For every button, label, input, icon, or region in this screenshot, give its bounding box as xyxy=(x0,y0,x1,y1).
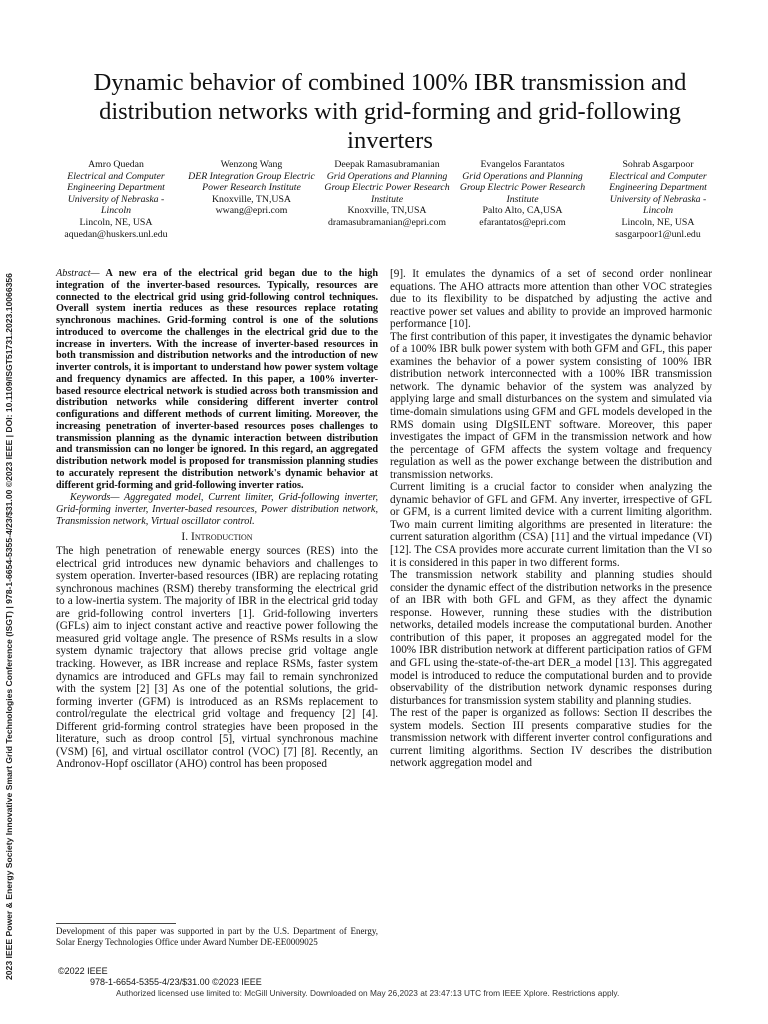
body-paragraph: [9]. It emulates the dynamics of a set of second order nonlinear equations. The AHO attracts more attention than other VOC strategies due to its flexibility to be dispatched by adjusting the active and reactive power set values and ability to provide an improved harmonic performance [10]. xyxy=(390,268,712,331)
abstract xyxy=(56,268,378,491)
footnote-divider xyxy=(56,923,176,924)
paper-title: Dynamic behavior of combined 100% IBR transmission and distribution networks with grid-forming and grid-following inverters xyxy=(93,69,687,154)
body-paragraph: The rest of the paper is organized as follows: Section II describes the system models. Section III presents comparative studies for the transmission network with different inverter control configurations and current limiting algorithms. Section IV describes the distribution network aggregation model and xyxy=(390,707,712,770)
side-citation-banner: 2023 IEEE Power & Energy Society Innovative Smart Grid Technologies Conference (ISGT) | 978-1-6654-5355-4/23/$31.00 ©2023 IEEE | DOI: 10.1109/ISGT51731.2023.10066356 xyxy=(4,273,14,980)
left-column xyxy=(56,268,378,771)
author-email: aquedan@huskers.unl.edu xyxy=(64,228,168,240)
author-email: dramasubramanian@epri.com xyxy=(327,216,447,228)
abstract-text: A new era of the electrical grid began due to the high integration of the inverter-based resources. Typically, resources are connected to the electrical grid using grid-following control techniques. Overall system inertia reduces as these resources replace rotating synchronous machines. Grid-forming control is one of the solutions introduced to overcome the challenges in the electrical grid due to the increase in inverters. With the increase of inverter-based resources in both transmission and distribution networks and the introduction of new inverter controls, it is important to understand how power system voltage and frequency dynamics are affected. In this paper, a 100% inverter-based resource electrical network is studied across both transmission and distribution networks while considering different inverter control configurations and different methods of current limiting. Moreover, the increasing penetration of inverter-based resources poses challenges to transmission planning as the dynamic interaction between distribution and transmission can no longer be ignored. In this regard, an aggregated distribution network model is proposed for transmission planning studies to accurately represent the distribution network's dynamic behavior at different grid-forming and grid-following inverter ratios. xyxy=(56,268,378,491)
author-location: Lincoln, NE, USA xyxy=(621,216,695,228)
author-block xyxy=(52,159,180,240)
author-block xyxy=(594,159,722,240)
author-name: Deepak Ramasubramanian xyxy=(334,159,440,170)
footer-license-notice: Authorized licensed use limited to: McGill University. Downloaded on May 26,2023 at 23:47:13 UTC from IEEE Xplore. Restrictions apply. xyxy=(116,988,620,998)
body-paragraph: The high penetration of renewable energy sources (RES) into the electrical grid introduces new dynamic behaviors and challenges to system operation. Inverter-based resources (IBR) are replacing rotating synchronous machines (RSM) thereby transforming the electrical grid to a low-inertia system. The majority of IBR in the electrical grid today are grid-following control inverters [1]. Grid-following inverters (GFLs) aim to inject constant active and reactive power following the measured grid voltage angle. The presence of RSMs results in a slow system dynamic trajectory that allows precise grid voltage angle tracking. However, as IBR increase and replace RSMs, faster system dynamics are introduced and GFLs may fail to remain synchronized with the system [2] [3] As one of the potential solutions, the grid-forming inverter (GFM) is introduced as an RSMs replacement to control/regulate the electrical grid voltage and frequency [2] [4]. Different grid-forming control strategies have been proposed in the literature, such as droop control [5], virtual synchronous machine (VSM) [6], and virtual oscillator control (VOC) [7] [8]. Recently, an Andronov-Hopf oscillator (AHO) control has been proposed xyxy=(56,545,378,771)
body-paragraph: The first contribution of this paper, it investigates the dynamic behavior of a 100% IBR bulk power system with both GFM and GFL, this paper examines the behavior of a power system consisting of 100% IBR distribution network interconnected with a 100% IBR transmission network. The dynamic behavior of the system was analyzed by applying large and small disturbances on the system and simulated via time-domain simulations using GFM and GFL models developed in the RMS domain using DIgSILENT software. Moreover, this paper investigates the impact of GFM in the transmission network and how the percentage of GFM affects the system voltage and frequency regulation as well as the power exchange between the distribution and transmission networks. xyxy=(390,330,712,481)
author-affiliation: Electrical and Computer Engineering Department University of Nebraska - Lincoln xyxy=(609,170,707,217)
author-name: Wenzong Wang xyxy=(220,159,283,170)
body-paragraph: Current limiting is a crucial factor to consider when analyzing the dynamic behavior of GFL and GFM. Any inverter, irrespective of GFL or GFM, is a current limited device with a current limiting algorithm. Two main current limiting algorithms are presented in literature: the current saturation algorithm (CSA) [11] and the virtual impedance (VI) [12]. The CSA provides more accurate current limitation than the VI so it is considered in this paper in two different forms. xyxy=(390,481,712,569)
author-block xyxy=(188,159,316,240)
right-column xyxy=(390,268,712,770)
author-location: Knoxville, TN,USA xyxy=(211,193,291,205)
author-name: Amro Quedan xyxy=(88,159,144,170)
footer-isbn: 978-1-6654-5355-4/23/$31.00 ©2023 IEEE xyxy=(90,977,262,987)
author-name: Evangelos Farantatos xyxy=(480,159,565,170)
author-list xyxy=(52,159,722,240)
author-block xyxy=(459,159,587,240)
author-affiliation: DER Integration Group Electric Power Research Institute xyxy=(188,170,315,194)
author-location: Lincoln, NE, USA xyxy=(79,216,153,228)
author-block xyxy=(323,159,451,240)
keywords: Keywords— Aggregated model, Current limiter, Grid-following inverter, Grid-forming inverter, Inverter-based resources, Power distribution network, Transmission network, Virtual oscillator control. xyxy=(56,492,378,527)
author-email: sasgarpoor1@unl.edu xyxy=(615,228,701,240)
author-affiliation: Grid Operations and Planning Group Electric Power Research Institute xyxy=(459,170,586,205)
author-email: wwang@epri.com xyxy=(215,205,288,217)
abstract-label: Abstract— xyxy=(56,268,100,279)
author-affiliation: Grid Operations and Planning Group Electric Power Research Institute xyxy=(324,170,450,205)
body-paragraph: The transmission network stability and planning studies should consider the dynamic effect of the distribution networks in the presence of an IBR with both GFL and GFM, as they affect the dynamic response. However, running these studies with the distribution networks, detailed models increase the computational burden. Another contribution of this paper, it proposes an aggregated model for the 100% IBR distribution network at different participation ratios of GFM and GFL using the-state-of-the-art DER_a model [13]. This aggregated model is introduced to reduce the computational burden and to provide observability of the distribution network dynamic responses during disturbances for transmission system stability and planning studies. xyxy=(390,569,712,707)
author-email: efarantatos@epri.com xyxy=(479,216,566,228)
footnote-funding: Development of this paper was supported in part by the U.S. Department of Energy, Solar Energy Technologies Office under Award Number DE-EE0009025 xyxy=(56,926,378,947)
author-location: Palto Alto, CA,USA xyxy=(482,205,563,217)
author-name: Sohrab Asgarpoor xyxy=(622,159,694,170)
footer-copyright: ©2022 IEEE xyxy=(58,966,108,976)
author-location: Knoxville, TN,USA xyxy=(347,205,427,217)
section-heading-introduction: I. Introduction xyxy=(181,530,253,543)
author-affiliation: Electrical and Computer Engineering Department University of Nebraska - Lincoln xyxy=(67,170,165,217)
